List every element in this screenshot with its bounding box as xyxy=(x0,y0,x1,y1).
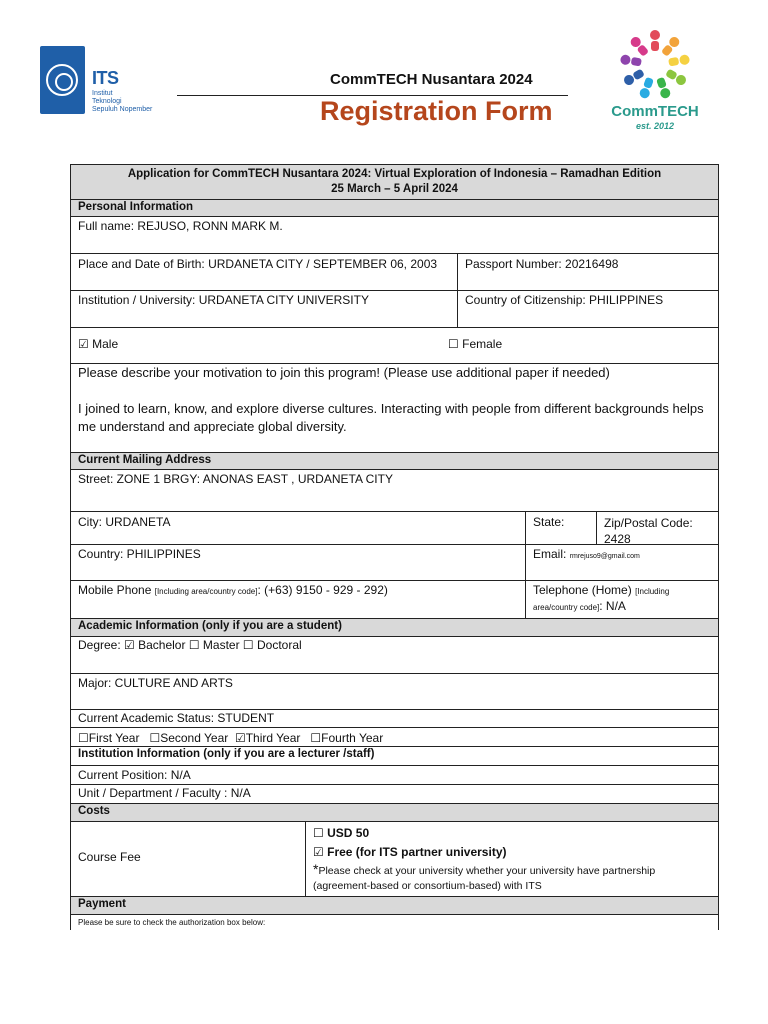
its-logo-name: ITS xyxy=(92,68,119,88)
mobile-phone-field[interactable] xyxy=(71,581,525,618)
personal-info-header: Personal Information xyxy=(71,200,718,217)
application-header-row xyxy=(71,165,718,200)
email-value: rmrejuso9@gmail.com xyxy=(569,553,640,560)
country-email-row xyxy=(71,545,718,581)
mailing-address-header: Current Mailing Address xyxy=(71,453,718,470)
usd-checkbox[interactable]: ☐ xyxy=(313,826,324,840)
phone-row xyxy=(71,581,718,619)
commtech-logo-est: est. 2012 xyxy=(635,121,675,131)
free-option[interactable] xyxy=(313,843,711,862)
academic-status-field[interactable]: Current Academic Status: STUDENT xyxy=(78,711,275,725)
female-option[interactable] xyxy=(441,328,641,363)
full-name-field[interactable]: Full name: REJUSO, RONN MARK M. xyxy=(78,219,283,233)
usd-option[interactable] xyxy=(313,824,711,843)
state-field[interactable]: State: xyxy=(525,512,596,544)
motivation-answer[interactable]: I joined to learn, know, and explore diverse cultures. Interacting with people from different backgrounds helps me understand and appreciate global diversity. xyxy=(78,401,704,434)
course-fee-row xyxy=(71,822,718,897)
note-text: Please check at your university whether your university have partnership (agreement-based or consortium-based) with ITS xyxy=(313,865,656,892)
city-state-zip-row xyxy=(71,512,718,545)
male-label: Male xyxy=(92,337,119,351)
male-checkbox[interactable]: ☑ xyxy=(78,337,89,351)
gender-row xyxy=(71,328,718,364)
motivation-question: Please describe your motivation to join this program! (Please use additional paper if needed) xyxy=(78,365,610,380)
mobile-note: [Including area/country code] xyxy=(154,587,258,596)
partnership-note xyxy=(313,862,711,894)
commtech-people-ring-icon xyxy=(611,27,699,103)
academic-info-header: Academic Information (only if you are a student) xyxy=(71,619,718,637)
birth-field[interactable]: Place and Date of Birth: URDANETA CITY / SEPTEMBER 06, 2003 xyxy=(78,257,438,271)
major-row xyxy=(71,674,718,710)
telephone-label: Telephone (Home) xyxy=(533,583,632,597)
note-asterisk: * xyxy=(313,861,319,877)
usd-label: USD 50 xyxy=(327,826,370,840)
degree-row xyxy=(71,637,718,674)
street-field[interactable]: Street: ZONE 1 BRGY: ANONAS EAST , URDANETA CITY xyxy=(78,472,393,486)
passport-field[interactable]: Passport Number: 20216498 xyxy=(457,254,718,290)
free-label: Free (for ITS partner university) xyxy=(327,845,507,859)
unit-field[interactable]: Unit / Department / Faculty : N/A xyxy=(78,786,251,800)
mobile-label: Mobile Phone xyxy=(78,583,152,597)
application-dates: 25 March – 5 April 2024 xyxy=(331,183,458,195)
telephone-note-2: area/country code] xyxy=(533,603,600,612)
telephone-value: : N/A xyxy=(599,599,626,613)
costs-header: Costs xyxy=(71,804,718,822)
zip-label: Zip/Postal Code: xyxy=(604,516,693,530)
event-title: CommTECH Nusantara 2024 xyxy=(330,71,533,88)
commtech-logo-name: CommTECH xyxy=(611,103,699,120)
male-option[interactable] xyxy=(71,328,371,363)
position-row xyxy=(71,766,718,785)
its-logo xyxy=(40,46,160,114)
institution-field[interactable]: Institution / University: URDANETA CITY UNIVERSITY xyxy=(78,293,369,307)
its-logo-subtitle: Institut Teknologi Sepuluh Nopember xyxy=(92,90,153,113)
email-field[interactable] xyxy=(525,545,718,580)
its-emblem-icon xyxy=(40,46,85,114)
mobile-value: : (+63) 9150 - 929 - 292) xyxy=(257,583,388,597)
telephone-note-1: [Including xyxy=(635,587,670,596)
telephone-field[interactable] xyxy=(525,581,718,618)
year-row xyxy=(71,728,718,747)
country-field[interactable]: Country: PHILIPPINES xyxy=(78,547,201,561)
zip-value: 2428 xyxy=(604,532,631,546)
payment-note-row xyxy=(71,915,718,931)
institution-info-header: Institution Information (only if you are a lecturer /staff) xyxy=(71,747,718,766)
motivation-row xyxy=(71,364,718,453)
female-label: Female xyxy=(462,337,503,351)
degree-options[interactable]: Degree: ☑ Bachelor ☐ Master ☐ Doctoral xyxy=(78,638,302,652)
position-field[interactable]: Current Position: N/A xyxy=(78,768,191,782)
institution-citizenship-row xyxy=(71,291,718,328)
city-field[interactable]: City: URDANETA xyxy=(78,515,171,529)
application-title: Application for CommTECH Nusantara 2024: Virtual Exploration of Indonesia – Ramadhan Edition xyxy=(127,168,662,180)
major-field[interactable]: Major: CULTURE AND ARTS xyxy=(78,676,233,690)
unit-row xyxy=(71,785,718,804)
year-options[interactable]: ☐First Year ☐Second Year ☑Third Year ☐Fourth Year xyxy=(78,731,384,745)
academic-status-row xyxy=(71,710,718,728)
zip-field[interactable] xyxy=(596,512,718,544)
female-checkbox[interactable]: ☐ xyxy=(448,337,459,351)
payment-note: Please be sure to check the authorization box below: xyxy=(78,918,266,927)
registration-form-table xyxy=(70,164,719,930)
commtech-logo xyxy=(605,27,705,132)
citizenship-field[interactable]: Country of Citizenship: PHILIPPINES xyxy=(457,291,718,327)
birth-passport-row xyxy=(71,254,718,291)
full-name-row xyxy=(71,217,718,254)
street-row xyxy=(71,470,718,512)
course-fee-label: Course Fee xyxy=(78,850,141,864)
free-checkbox[interactable]: ☑ xyxy=(313,845,324,859)
form-title: Registration Form xyxy=(320,96,553,126)
payment-header: Payment xyxy=(71,897,718,915)
email-label: Email: xyxy=(533,547,567,561)
